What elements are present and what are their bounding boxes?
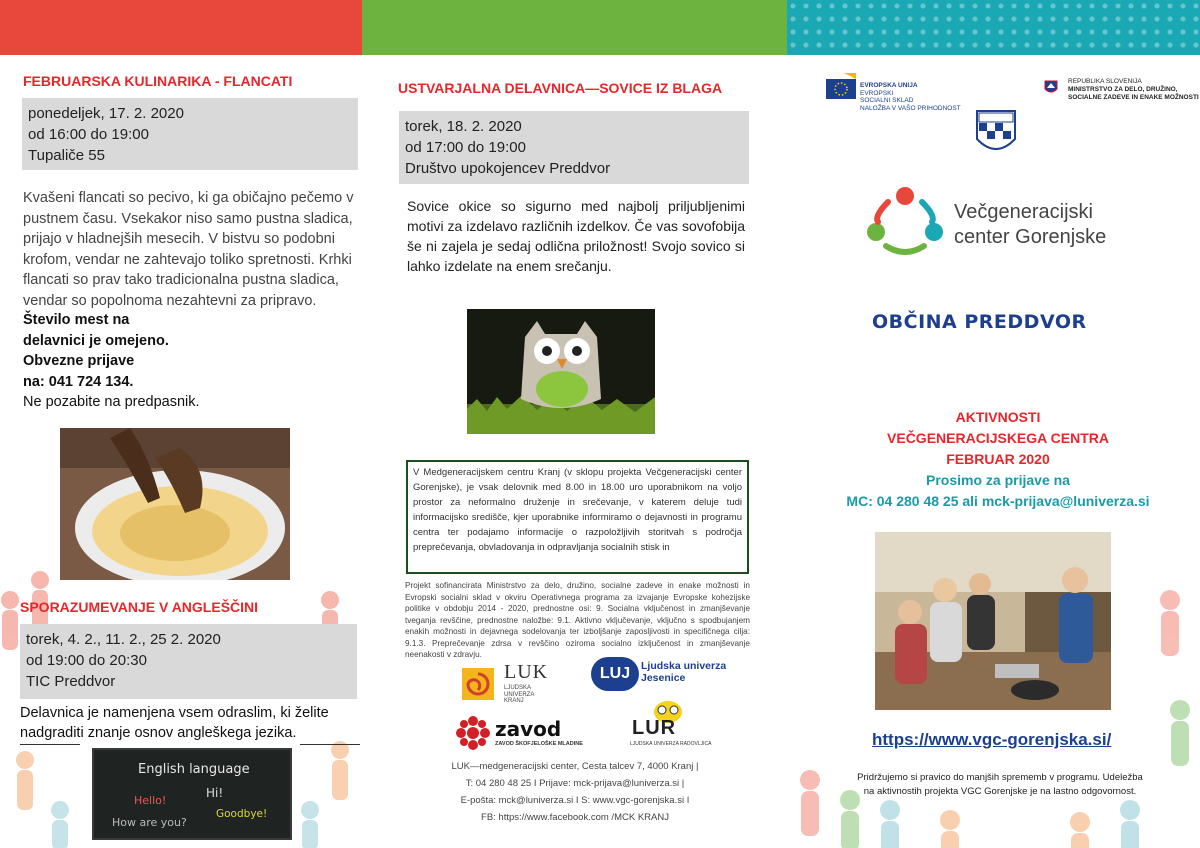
header-band-green bbox=[362, 0, 787, 55]
english-dates: torek, 4. 2., 11. 2., 25 2. 2020 bbox=[26, 631, 221, 648]
flancati-time: od 16:00 do 19:00 bbox=[28, 126, 149, 143]
owl-time: od 17:00 do 19:00 bbox=[405, 139, 526, 156]
blackboard-how-are-you: How are you? bbox=[112, 816, 187, 829]
flancati-heading: FEBRUARSKA KULINARIKA - FLANCATI bbox=[23, 73, 293, 89]
rs-line-3: SOCIALNE ZADEVE IN ENAKE MOŽNOSTI bbox=[1068, 94, 1199, 101]
contact-footer bbox=[395, 758, 755, 826]
zavod-flower-icon bbox=[455, 715, 491, 751]
english-location: TIC Preddvor bbox=[26, 673, 116, 690]
registration-line-3: Obvezne prijave bbox=[23, 353, 135, 369]
footer-address: LUK—medgeneracijski center, Cesta talcev 7, 4000 Kranj | bbox=[451, 761, 699, 772]
registration-prompt: Prosimo za prijave na bbox=[926, 472, 1070, 488]
english-description: Delavnica je namenjena vsem odraslim, ki želite nadgraditi znanje osnov angleškega jezika. bbox=[20, 705, 329, 741]
activities-line-2: VEČGENERACIJSKEGA CENTRA bbox=[887, 430, 1109, 446]
zavod-logo bbox=[455, 715, 595, 753]
rs-ministry-logo bbox=[1044, 78, 1199, 108]
registration-line-4: na: 041 724 134. bbox=[23, 373, 134, 390]
apron-reminder: Ne pozabite na predpasnik. bbox=[23, 394, 200, 410]
eu-line-2: EVROPSKI bbox=[860, 89, 894, 97]
vgc-line-2: center Gorenjske bbox=[954, 226, 1107, 248]
owl-date: torek, 18. 2. 2020 bbox=[405, 118, 522, 135]
flancati-date: ponedeljek, 17. 2. 2020 bbox=[28, 105, 184, 122]
header-band-red bbox=[0, 0, 362, 55]
footer-phone: T: 04 280 48 25 I Prijave: mck-prijava@luniverza.si | bbox=[465, 778, 685, 789]
luj-text-1: Ljudska univerza bbox=[641, 660, 727, 672]
eu-flag-icon bbox=[826, 73, 856, 113]
eu-logo bbox=[826, 73, 961, 119]
kitchen-group-photo bbox=[875, 532, 1111, 710]
footer-email[interactable]: E-pošta: mck@luniverza.si I S: www.vgc-gorenjska.si I bbox=[460, 795, 690, 806]
blackboard-hi: Hi! bbox=[206, 786, 224, 800]
funding-note: Projekt sofinancirata Ministrstvo za delo, družino, socialne zadeve in enake možnosti in Evropski socialni sklad v okviru Operativnega programa za izvajanje Evropske kohezijske politike v obdobju 2014 - 2020, prednostne osi: 9. Socialna vključenost in zmanjševanje tveganja revščine, prednostne naložbe: 9.1. Aktivno vključevanje, vključno s spodbujanjem enakih možnosti in dejavnega sodelovanja ter izboljšanje zaposljivosti in specifičnega cilja: 9.1.3. Preprečevanje zdrsa v revščino oziroma socialno izključenost in zmanjševanje neenakosti v zdravju. bbox=[405, 581, 750, 659]
registration-line-1: Število mest na bbox=[23, 312, 130, 328]
flancati-description: Kvašeni flancati so pecivo, ki ga običajno pečemo v pustnem času. Vsekakor niso samo pustna sladica, prijajo v hladnejših mesecih. V bistvu so podobni krofom, vendar ne zahtevajo toliko spretnosti. Krhki flancati so prav tako tradicionalna pustna sladica, vendar so popolnoma nezahtevni za pripravo. bbox=[23, 190, 354, 309]
vgc-line-1: Večgeneracijski bbox=[954, 201, 1093, 223]
zavod-title: zavod bbox=[495, 717, 562, 741]
english-info-box bbox=[20, 624, 357, 699]
luk-sub-2: UNIVERZA bbox=[504, 691, 535, 698]
flancati-registration bbox=[23, 310, 363, 413]
luk-logo bbox=[460, 663, 570, 707]
registration-contact: MC: 04 280 48 25 ali mck-prijava@luniverza.si bbox=[846, 493, 1150, 509]
owl-workshop-heading: USTVARJALNA DELAVNICA—SOVICE IZ BLAGA bbox=[398, 80, 723, 96]
lur-subtitle: LJUDSKA UNIVERZA RADOVLJICA bbox=[630, 741, 712, 747]
luk-sub-1: LJUDSKA bbox=[504, 685, 532, 691]
preddvor-coat-of-arms-icon bbox=[975, 109, 1017, 159]
rs-line-2: MINISTRSTVO ZA DELO, DRUŽINO, bbox=[1068, 86, 1178, 93]
luj-text-2: Jesenice bbox=[641, 672, 686, 684]
luj-badge: LUJ bbox=[591, 657, 639, 691]
eu-text bbox=[860, 82, 961, 112]
eu-line-4: NALOŽBA V VAŠO PRIHODNOST bbox=[860, 104, 961, 112]
blackboard-goodbye: Goodbye! bbox=[216, 808, 268, 820]
dough-kneading-photo bbox=[60, 428, 290, 580]
english-heading: SPORAZUMEVANJE V ANGLEŠČINI bbox=[20, 599, 259, 615]
rs-ministry-text bbox=[1068, 78, 1199, 102]
registration-line-2: delavnici je omejeno. bbox=[23, 332, 169, 349]
flancati-location: Tupaliče 55 bbox=[28, 147, 105, 164]
luj-logo bbox=[591, 657, 736, 693]
disclaimer-line-1: Pridržujemo si pravico do manjših sprememb v programu. Udeležba bbox=[857, 772, 1143, 783]
slovenia-coat-of-arms-icon bbox=[1044, 80, 1058, 96]
dash-divider-left bbox=[20, 744, 80, 745]
owl-description: Sovice okice so sigurno med najbolj priljubljenimi motivi za izdelavo različnih izdelkov. Če vas sovofobija še ni zajela je sedaj odlična priložnost! Svojo sovico si lahko izdelate na enem srečanju. bbox=[407, 198, 745, 274]
owl-toy-photo bbox=[467, 309, 655, 434]
luk-emblem-icon bbox=[460, 666, 496, 702]
activities-line-1: AKTIVNOSTI bbox=[955, 409, 1041, 425]
dash-divider-right bbox=[300, 744, 360, 745]
english-blackboard-image bbox=[92, 748, 292, 840]
blackboard-hello: Hello! bbox=[134, 794, 167, 807]
english-time: od 19:00 do 20:30 bbox=[26, 652, 147, 669]
rs-line-1: REPUBLIKA SLOVENIJA bbox=[1068, 78, 1142, 85]
lur-title: LUR bbox=[632, 717, 677, 739]
flancati-info-box bbox=[22, 98, 358, 170]
mgc-info-frame: V Medgeneracijskem centru Kranj (v sklopu projekta Večgeneracijski center Gorenjske), je vsak delovnik med 8.00 in 18.00 uro uporabnikom na voljo prostor za neformalno druženje in srečevanje, v katerem deluje tudi informacijsko središče, kjer uporabnike informiramo o dejavnosti in programu centra ter podajamo informacije o razpoložljivih storitvah s področja preprečevanja, obvladovanja in odpravljanja socialnih stisk in bbox=[406, 460, 749, 574]
vgc-website-link[interactable]: https://www.vgc-gorenjska.si/ bbox=[872, 730, 1112, 749]
blackboard-title: English language bbox=[138, 762, 250, 777]
luk-sub-3: KRANJ bbox=[504, 698, 524, 704]
activities-line-3: FEBRUAR 2020 bbox=[946, 451, 1050, 467]
eu-line-3: SOCIALNI SKLAD bbox=[860, 97, 914, 104]
eu-line-1: EVROPSKA UNIJA bbox=[860, 82, 918, 89]
municipality-title: OBČINA PREDDVOR bbox=[872, 311, 1087, 333]
owl-info-box bbox=[399, 111, 749, 184]
luk-subtitle bbox=[504, 685, 534, 705]
luk-title: LUK bbox=[504, 661, 549, 683]
vgc-logo-icon bbox=[866, 186, 944, 258]
disclaimer-line-2: na aktivnostih projekta VGC Gorenjske je na lastno odgovornost. bbox=[863, 786, 1137, 797]
activities-title-block bbox=[800, 407, 1196, 512]
lur-logo bbox=[630, 697, 710, 749]
luj-text bbox=[641, 660, 726, 684]
owl-location: Društvo upokojencev Preddvor bbox=[405, 160, 611, 177]
footer-facebook[interactable]: FB: https://www.facebook.com /MCK KRANJ bbox=[481, 812, 669, 823]
zavod-subtitle: ZAVOD ŠKOFJELOŠKE MLADINE bbox=[495, 741, 583, 747]
disclaimer bbox=[820, 771, 1180, 799]
header-band-teal bbox=[787, 0, 1200, 55]
vgc-logo-text bbox=[954, 200, 1106, 250]
